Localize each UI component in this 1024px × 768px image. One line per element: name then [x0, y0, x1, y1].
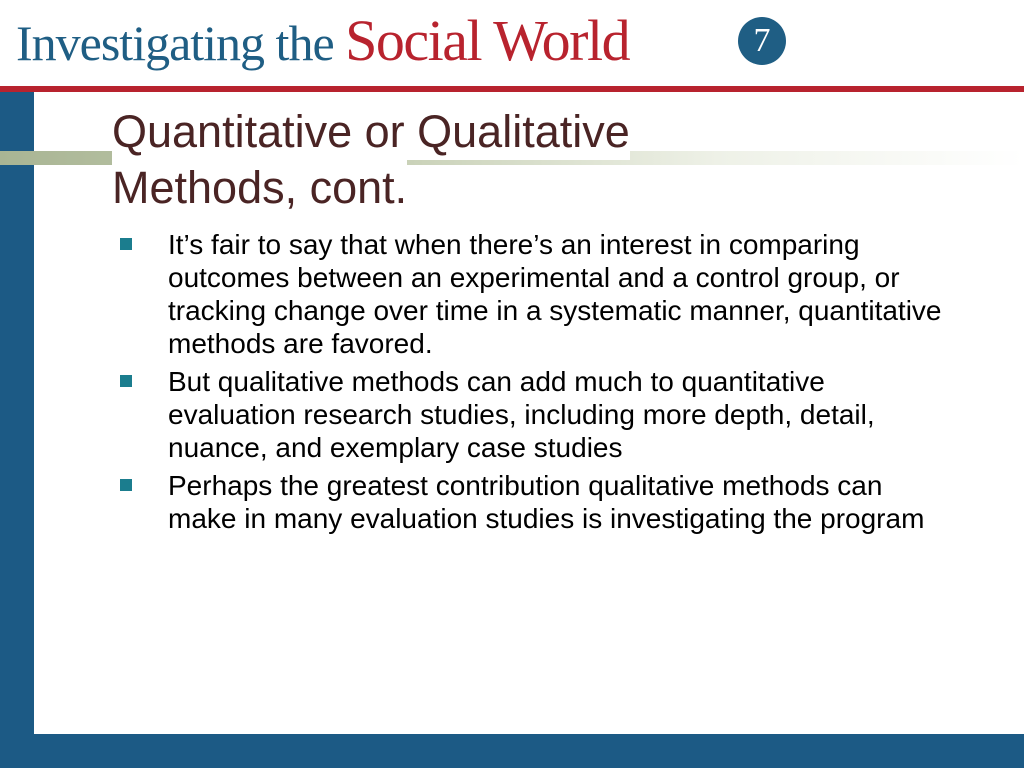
slide-title-line-1: Quantitative or Qualitative [112, 104, 630, 160]
square-bullet-icon [120, 479, 132, 491]
book-title-part2: Social World [345, 8, 630, 73]
book-title-logo [16, 8, 630, 73]
slide-header [0, 0, 1024, 86]
slide-title [112, 104, 992, 216]
square-bullet-icon [120, 375, 132, 387]
square-bullet-icon [120, 238, 132, 250]
header-divider [0, 86, 1024, 92]
bullet-text: But qualitative methods can add much to quantitative evaluation research studies, including more depth, detail, nuance, and exemplary case studies [168, 366, 875, 463]
bullet-text: It’s fair to say that when there’s an interest in comparing outcomes between an experimental and a control group, or tracking change over time in a systematic manner, quantitative methods are favored. [168, 229, 942, 359]
bullet-text: Perhaps the greatest contribution qualitative methods can make in many evaluation studies is investigating the program [168, 470, 925, 534]
bullet-item [118, 469, 958, 535]
edition-badge: 7 [738, 17, 786, 65]
left-side-band [0, 92, 34, 768]
bullet-item [118, 365, 958, 464]
slide-title-line-2: Methods, cont. [112, 160, 407, 216]
bullet-list [118, 228, 958, 540]
bottom-band [0, 734, 1024, 768]
bullet-item [118, 228, 958, 360]
book-title-part1: Investigating the [16, 15, 346, 71]
